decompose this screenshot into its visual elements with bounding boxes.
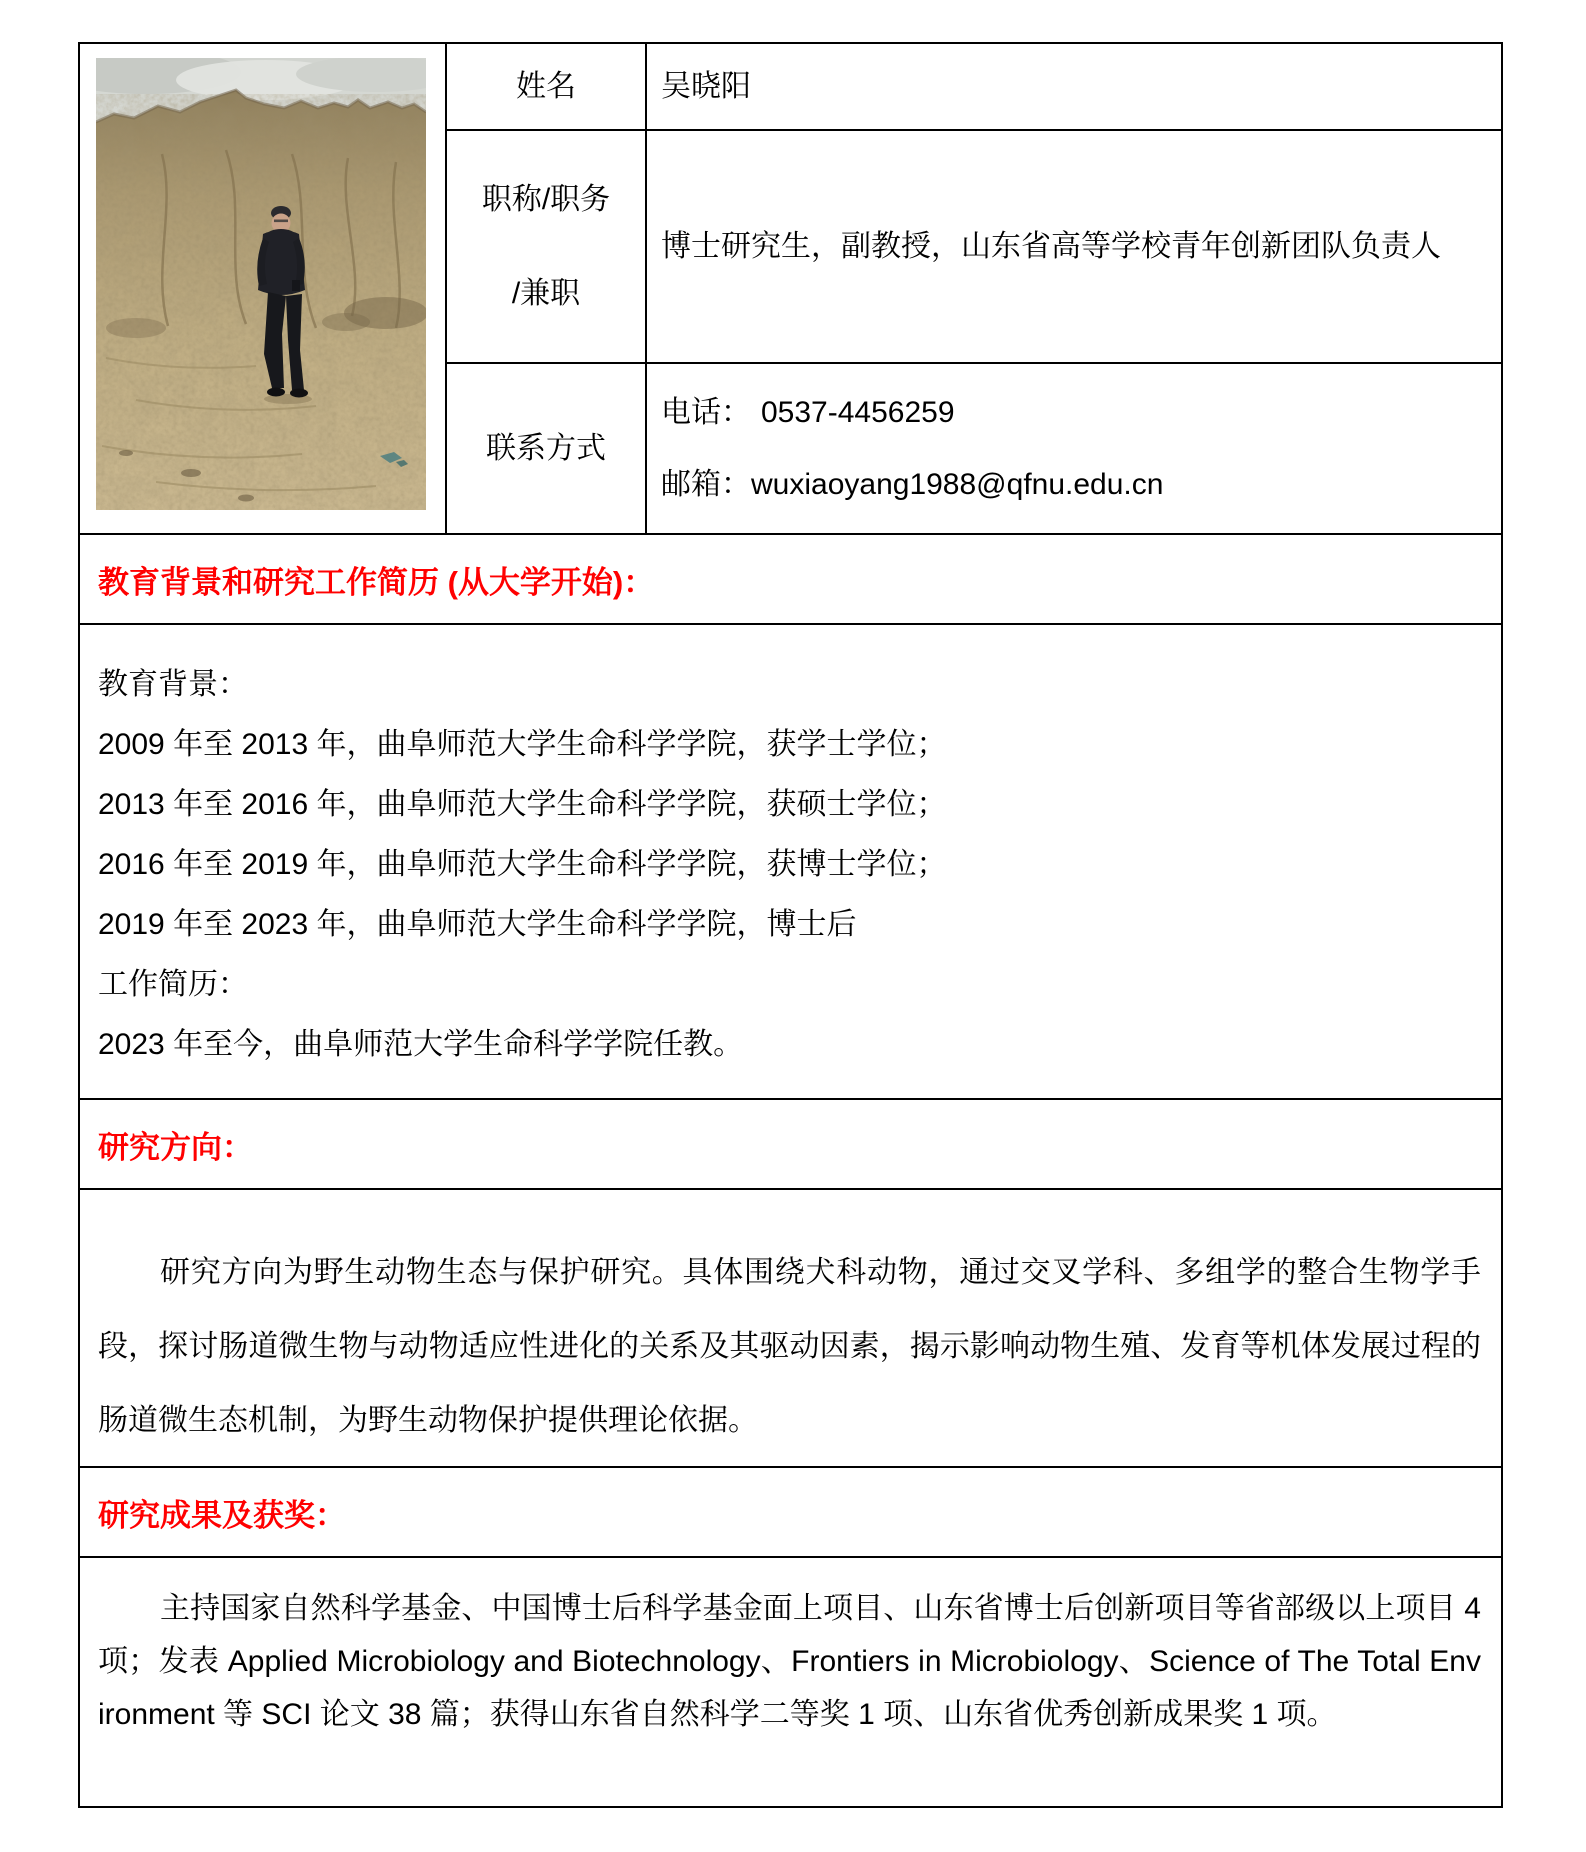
research-section-heading: 研究方向： — [80, 1098, 1501, 1188]
research-paragraph: 研究方向为野生动物生态与保护研究。具体围绕犬科动物，通过交叉学科、多组学的整合生物学手段，探讨肠道微生物与动物适应性进化的关系及其驱动因素，揭示影响动物生殖、发育等机体发展过程的肠道微生态机制，为野生动物保护提供理论依据。 — [98, 1256, 1481, 1437]
title-label-line1: 职称/职务 — [481, 182, 611, 216]
profile-document-table — [78, 42, 1503, 1808]
education-item: 2019 年至 2023 年，曲阜师范大学生命科学学院，博士后 — [98, 908, 857, 941]
name-value: 吴晓阳 — [661, 69, 751, 103]
profile-photo — [96, 58, 426, 510]
achievements-paragraph: 主持国家自然科学基金、中国博士后科学基金面上项目、山东省博士后创新项目等省部级以上项目 4 项；发表 Applied Microbiology and Biotechnology、Frontiers in Microbiology、Science of The Total Environment 等 SCI 论文 38 篇；获得山东省自然科学二等奖 1 项、山东省优秀创新成果奖 1 项。 — [98, 1592, 1481, 1731]
education-item: 2016 年至 2019 年，曲阜师范大学生命科学学院，获博士学位； — [98, 848, 947, 881]
phone-line — [661, 395, 955, 431]
title-label-line2: /兼职 — [511, 276, 581, 310]
profile-photo-cell — [80, 44, 447, 533]
email-label: 邮箱： — [661, 467, 751, 501]
work-subtitle: 工作简历： — [98, 968, 248, 1001]
work-item: 2023 年至今，曲阜师范大学生命科学学院任教。 — [98, 1028, 744, 1061]
education-item: 2009 年至 2013 年，曲阜师范大学生命科学学院，获学士学位； — [98, 728, 947, 761]
phone-label: 电话： — [661, 395, 751, 429]
research-section-body — [80, 1188, 1501, 1466]
education-subtitle: 教育背景： — [98, 668, 248, 701]
info-table — [80, 44, 1501, 533]
achievements-section-body — [80, 1556, 1501, 1806]
email-line — [661, 467, 1163, 503]
title-label — [447, 129, 647, 362]
title-value: 博士研究生，副教授，山东省高等学校青年创新团队负责人 — [647, 129, 1501, 362]
education-section-body — [80, 623, 1501, 1098]
name-label: 姓名 — [447, 44, 647, 129]
email-value: wuxiaoyang1988@qfnu.edu.cn — [751, 467, 1164, 501]
contact-label: 联系方式 — [447, 362, 647, 533]
education-section-heading: 教育背景和研究工作简历 (从大学开始)： — [80, 533, 1501, 623]
phone-value: 0537-4456259 — [761, 395, 955, 429]
achievements-section-heading: 研究成果及获奖： — [80, 1466, 1501, 1556]
education-item: 2013 年至 2016 年，曲阜师范大学生命科学学院，获硕士学位； — [98, 788, 947, 821]
contact-value — [647, 362, 1501, 533]
